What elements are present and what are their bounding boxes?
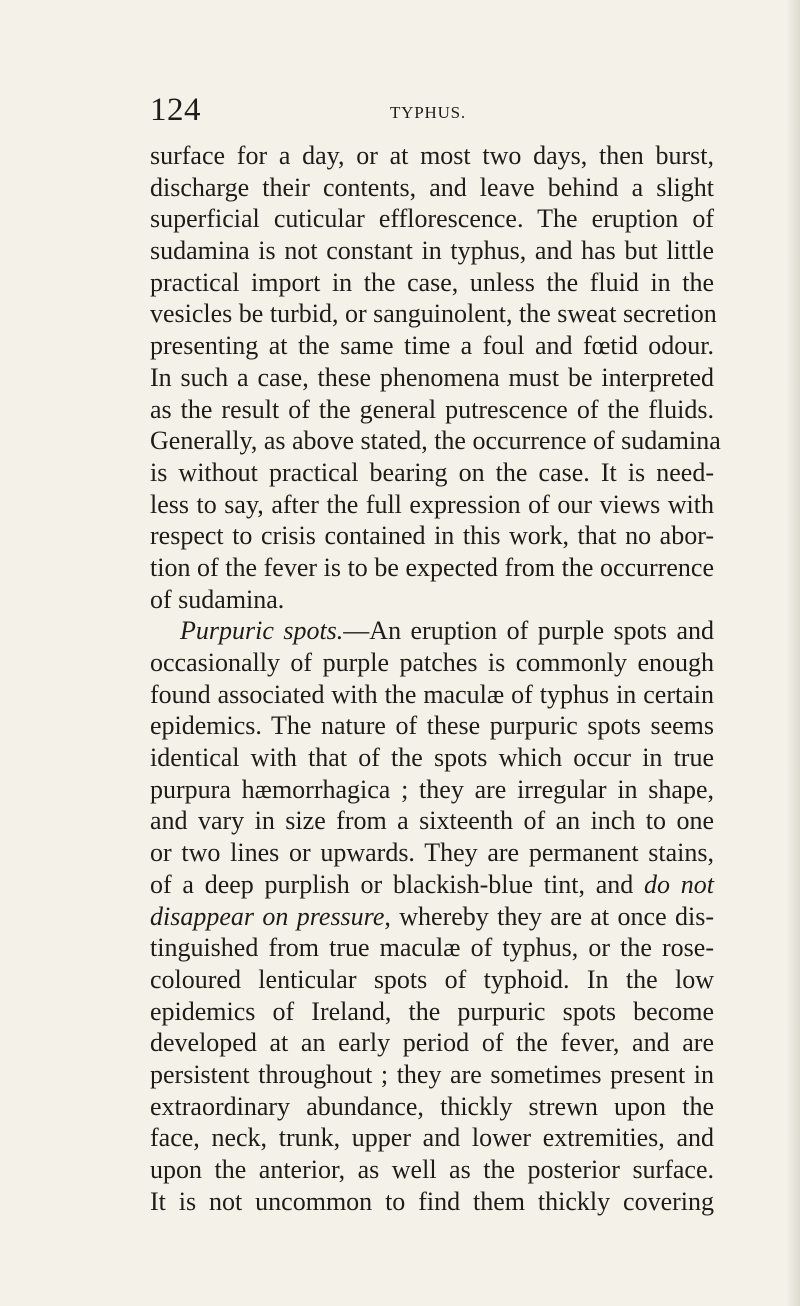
text-line: respect to crisis contained in this work, that no abor-: [150, 521, 714, 551]
text-line: presenting at the same time a foul and fœtid odour.: [150, 331, 714, 361]
text-line: developed at an early period of the fever, and are: [150, 1028, 714, 1058]
text-line: [150, 869, 714, 901]
text-line: In such a case, these phenomena must be interpreted: [150, 362, 714, 392]
text-line: superficial cuticular efflorescence. The eruption of: [150, 204, 714, 234]
text-line: discharge their contents, and leave behind a slight: [150, 172, 714, 202]
text-line: as the result of the general putrescence of the fluids.: [150, 394, 714, 424]
text-line: practical import in the case, unless the fluid in the: [150, 267, 714, 297]
text-line: Generally, as above stated, the occurrence of sudamina: [150, 426, 721, 456]
text-line: It is not uncommon to find them thickly covering: [150, 1186, 714, 1216]
text-line: [150, 901, 714, 933]
emphasis-text: disappear on pressure: [150, 901, 385, 931]
text-line: tinguished from true maculæ of typhus, or the rose-: [150, 933, 714, 963]
page-edge-shadow: [786, 0, 800, 1306]
text-line: sudamina is not constant in typhus, and has but little: [150, 236, 714, 266]
emphasis-text: do not: [644, 869, 714, 899]
text-line: of sudamina.: [150, 584, 285, 614]
text-line: coloured lenticular spots of typhoid. In the low: [150, 964, 714, 994]
text-line: face, neck, trunk, upper and lower extremities, and: [150, 1123, 714, 1153]
text-line: less to say, after the full expression of our views with: [150, 489, 714, 519]
text-line: epidemics of Ireland, the purpuric spots become: [150, 996, 714, 1026]
text-line: persistent throughout ; they are sometimes present in: [150, 1059, 714, 1089]
text-line: found associated with the maculæ of typhus in certain: [150, 679, 714, 709]
text-line: surface for a day, or at most two days, then burst,: [150, 141, 714, 170]
running-head: TYPHUS.: [390, 103, 466, 122]
text-line: tion of the fever is to be expected from the occurrence: [150, 552, 714, 582]
text-line: occasionally of purple patches is commonly enough: [150, 648, 714, 677]
text-line: vesicles be turbid, or sanguinolent, the sweat secretion: [150, 299, 717, 329]
text-line: and vary in size from a sixteenth of an inch to one: [150, 806, 714, 836]
paragraph-start-line: [150, 615, 714, 647]
text-line: or two lines or upwards. They are permanent stains,: [150, 838, 714, 868]
text-line: is without practical bearing on the case. It is need-: [150, 457, 714, 487]
text-fragment: , whereby they are at once dis-: [384, 901, 714, 931]
text-fragment: of a deep purplish or blackish-blue tint, and: [150, 869, 634, 899]
section-heading: Purpuric spots.: [180, 616, 344, 646]
text-line: identical with that of the spots which occur in true: [150, 743, 714, 773]
text-line: purpura hæmorrhagica ; they are irregular in shape,: [150, 774, 714, 804]
text-line: epidemics. The nature of these purpuric spots seems: [150, 711, 714, 741]
text-fragment: —An eruption of purple spots and: [343, 616, 714, 646]
text-line: extraordinary abundance, thickly strewn upon the: [150, 1091, 714, 1121]
text-line: upon the anterior, as well as the posterior surface.: [150, 1155, 714, 1184]
page-header: [150, 92, 710, 132]
body-text: [150, 140, 721, 1217]
page-number: 124: [150, 92, 201, 128]
